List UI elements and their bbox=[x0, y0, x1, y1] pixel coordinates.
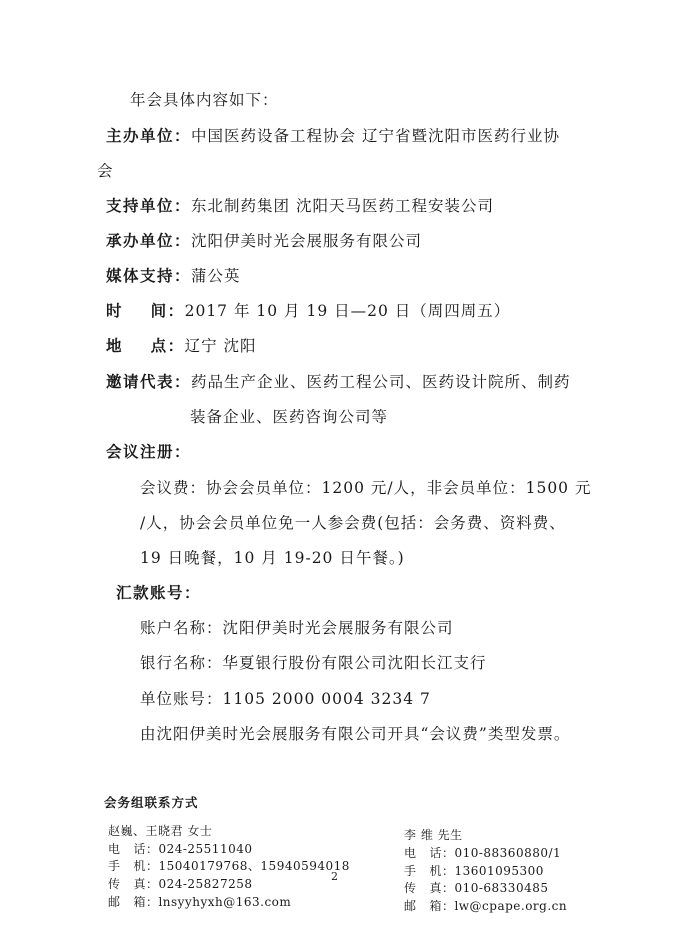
invoice-note: 由沈阳伊美时光会展服务有限公司开具“会议费”类型发票。 bbox=[140, 725, 571, 743]
undertaker-value: 沈阳伊美时光会展服务有限公司 bbox=[191, 232, 423, 250]
registration-line-1: 会议费：协会会员单位：1200 元/人，非会员单位：1500 元 bbox=[140, 479, 592, 497]
organizer-value: 中国医药设备工程协会 辽宁省暨沈阳市医药行业协 bbox=[191, 127, 560, 145]
invitees-value-cont: 装备企业、医药咨询公司等 bbox=[190, 408, 389, 426]
invitees-value: 药品生产企业、医药工程公司、医药设计院所、制药 bbox=[191, 373, 571, 391]
time-row bbox=[106, 299, 510, 321]
registration-line-3: 19 日晚餐，10 月 19-20 日午餐。) bbox=[140, 549, 405, 567]
time-label: 时 间： bbox=[106, 302, 185, 320]
contact-left-phone: 电 话：024-25511040 bbox=[108, 842, 253, 856]
registration-label: 会议注册： bbox=[106, 443, 192, 461]
account-bank: 银行名称：华夏银行股份有限公司沈阳长江支行 bbox=[140, 654, 487, 672]
place-value: 辽宁 沈阳 bbox=[184, 337, 257, 355]
undertaker-label: 承办单位： bbox=[106, 232, 192, 250]
organizer-label: 主办单位： bbox=[106, 127, 192, 145]
supporter-label: 支持单位： bbox=[106, 197, 192, 215]
media-value: 蒲公英 bbox=[191, 267, 241, 285]
media-label: 媒体支持： bbox=[106, 267, 192, 285]
contact-left-fax: 传 真：024-25827258 bbox=[108, 877, 253, 891]
contact-title: 会务组联系方式 bbox=[104, 795, 199, 810]
invitees-label: 邀请代表： bbox=[106, 373, 192, 391]
account-label: 汇款账号： bbox=[116, 584, 202, 602]
media-row bbox=[106, 264, 241, 286]
contact-right-phone: 电 话：010-88360880/1 bbox=[404, 846, 562, 860]
account-number: 单位账号：1105 2000 0004 3234 7 bbox=[140, 690, 431, 708]
intro-text: 年会具体内容如下： bbox=[130, 91, 279, 109]
time-value: 2017 年 10 月 19 日—20 日（周四周五） bbox=[184, 302, 511, 320]
contact-right-name: 李 维 先生 bbox=[404, 828, 463, 842]
account-name: 账户名称：沈阳伊美时光会展服务有限公司 bbox=[140, 619, 454, 637]
contact-right-fax: 传 真：010-68330485 bbox=[404, 881, 549, 895]
organizer-value-cont: 会 bbox=[97, 162, 114, 180]
page-number: 2 bbox=[331, 870, 338, 883]
registration-line-2: /人，协会会员单位免一人参会费(包括：会务费、资料费、 bbox=[140, 514, 566, 532]
contact-left-name: 赵巍、王晓君 女士 bbox=[108, 824, 213, 838]
contact-right-email: 邮 箱：lw@cpape.org.cn bbox=[404, 899, 568, 913]
contact-right-mobile: 手 机：13601095300 bbox=[404, 864, 544, 878]
supporter-row bbox=[106, 194, 494, 216]
undertaker-row bbox=[106, 229, 422, 251]
supporter-value: 东北制药集团 沈阳天马医药工程安装公司 bbox=[191, 197, 494, 215]
contact-left-mobile: 手 机：15040179768、15940594018 bbox=[108, 859, 350, 873]
invitees-row bbox=[106, 370, 571, 392]
contact-left-email: 邮 箱：lnsyyhyxh@163.com bbox=[108, 895, 292, 909]
place-row bbox=[106, 334, 257, 356]
organizer-row bbox=[106, 124, 560, 146]
place-label: 地 点： bbox=[106, 337, 185, 355]
